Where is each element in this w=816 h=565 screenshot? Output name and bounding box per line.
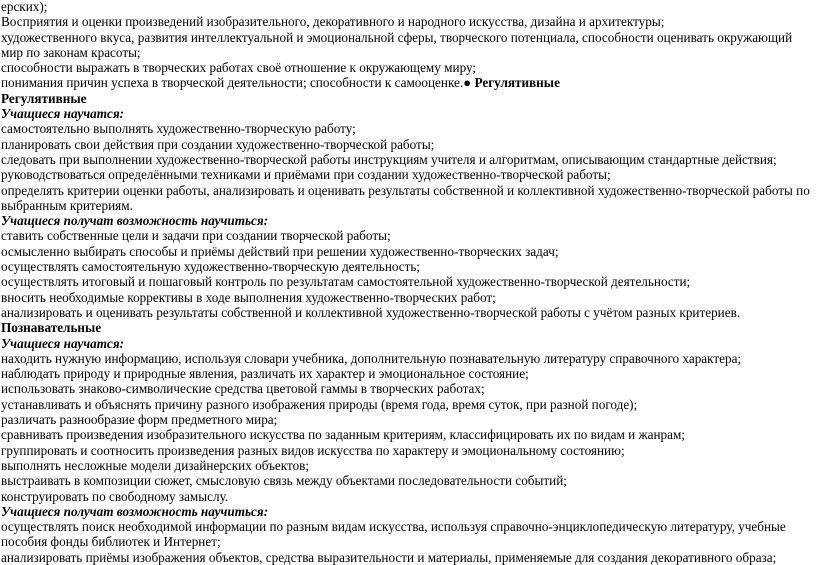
list-item: осуществлять самостоятельную художественно-творческую деятельность;: [1, 259, 421, 275]
section-heading-regulatory: Регулятивные: [1, 90, 87, 106]
list-item: анализировать приёмы изображения объектов, средства выразительности и материалы, применяемые для создания декоративного образа;: [1, 549, 777, 565]
list-item: определять критерии оценки работы, анализировать и оценивать результаты собственной и коллективной художественно-творческой работы по выбранным критериям.: [1, 182, 810, 213]
subheading-will-learn: Учащиеся научатся:: [1, 335, 125, 351]
subheading-will-learn: Учащиеся научатся:: [1, 106, 125, 122]
subheading-opportunity: Учащиеся получат возможность научиться:: [1, 213, 269, 229]
text-line: способности выражать в творческих работах своё отношение к окружающему миру;: [1, 60, 477, 76]
list-item: анализировать и оценивать результаты собственной и коллективной художественно-творческой работы с учётом разных критериев.: [1, 304, 741, 320]
list-item: находить нужную информацию, используя словари учебника, дополнительную познавательную литературу справочного характера;: [1, 350, 742, 366]
bullet-icon: ●: [463, 75, 472, 91]
list-item: следовать при выполнении художественно-творческой работы инструкциям учителя и алгоритмам, описывающим стандартные действия;: [1, 151, 777, 167]
list-item: ставить собственные цели и задачи при создании творческой работы;: [1, 228, 391, 244]
list-item: осмысленно выбирать способы и приёмы действий при решении художественно-творческих задач;: [1, 243, 559, 259]
section-heading-cognitive: Познавательные: [1, 320, 102, 336]
text-line-with-bullet: [1, 75, 813, 90]
list-item: устанавливать и объяснять причину разного изображения природы (время года, время суток, при разной погоде);: [1, 396, 638, 412]
list-item: вносить необходимые коррективы в ходе выполнения художественно-творческих работ;: [1, 289, 496, 305]
list-item: осуществлять поиск необходимой информации по разным видам искусства, используя справочно-энциклопедическую литературу, учебные пособия фонды библиотек и Интернет;: [1, 519, 786, 550]
text-line: Восприятия и оценки произведений изобразительного, декоративного и народного искусства, дизайна и архитектуры;: [1, 14, 665, 30]
list-item: выполнять несложные модели дизайнерских объектов;: [1, 457, 310, 473]
list-item: выстраивать в композиции сюжет, смысловую связь между объектами последовательности событий;: [1, 473, 567, 489]
list-item: группировать и соотносить произведения разных видов искусства по характеру и эмоциональному состоянию;: [1, 442, 625, 458]
text-fragment: понимания причин успеха в творческой деятельности; способности к самооценке.: [1, 75, 464, 91]
list-item: наблюдать природу и природные явления, различать их характер и эмоциональное состояние;: [1, 366, 529, 382]
text-line: художественного вкуса, развития интеллектуальной и эмоциональной сферы, творческого потенциала, способности оценивать окружающий мир по законам красоты;: [1, 29, 793, 60]
list-item: использовать знаково-символические средства цветовой гаммы в творческих работах;: [1, 381, 485, 397]
list-item: конструировать по свободному замыслу.: [1, 488, 229, 504]
subheading-opportunity: Учащиеся получат возможность научиться:: [1, 503, 269, 519]
list-item: осуществлять итоговый и пошаговый контроль по результатам самостоятельной художественно-творческой деятельности;: [1, 274, 691, 290]
inline-heading: Регулятивные: [471, 75, 560, 91]
list-item: планировать свои действия при создании художественно-творческой работы;: [1, 136, 435, 152]
list-item: самостоятельно выполнять художественно-творческую работу;: [1, 121, 356, 137]
list-item: руководствоваться определёнными техниками и приёмами при создании художественно-творческой работы;: [1, 167, 611, 183]
list-item: различать разнообразие форм предметного мира;: [1, 412, 278, 428]
list-item: сравнивать произведения изобразительного искусства по заданным критериям, классифицировать их по видам и жанрам;: [1, 427, 685, 443]
text-line: ерских);: [1, 0, 48, 14]
